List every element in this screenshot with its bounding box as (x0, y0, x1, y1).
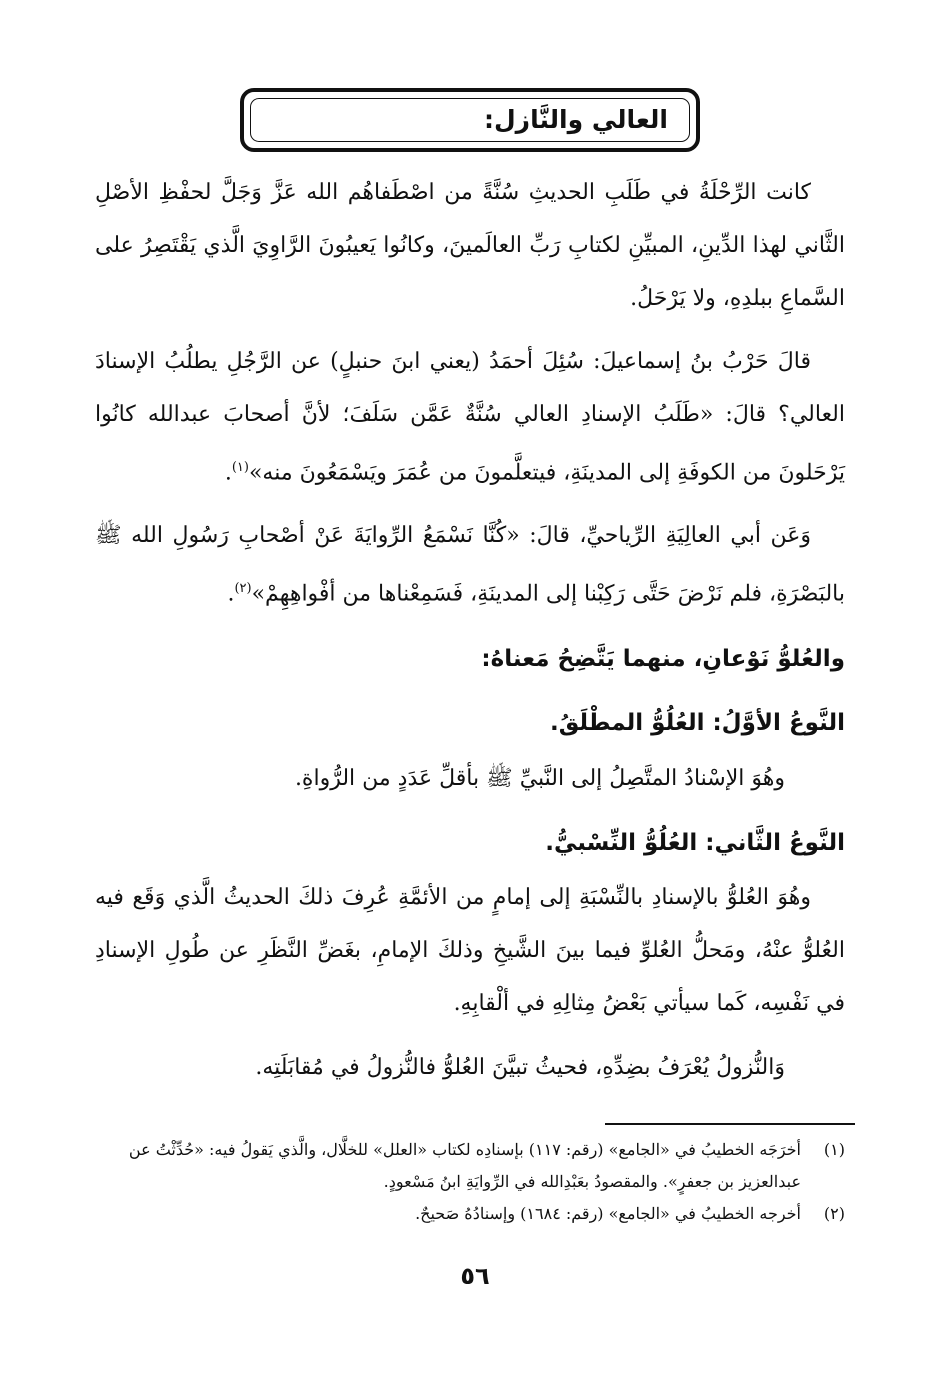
paragraph-rihla (95, 166, 845, 325)
types-heading: والعُلوُّ نَوْعانِ، منهما يَتَّضِحُ مَعناهُ: (481, 645, 845, 672)
type2-heading: النَّوعُ الثَّاني: العُلُوُّ النِّسْبيُّ. (545, 829, 845, 856)
type1-text: وهُوَ الإسْنادُ المتَّصِلُ إلى النَّبيِّ ﷺ بأقلِّ عَدَدٍ من الرُّواةِ. (294, 765, 785, 791)
footnote-2-number: (٢) (823, 1204, 845, 1223)
footnote-ref-1: (١) (231, 460, 249, 475)
paragraph-rihla-text: كانت الرِّحْلَةُ في طَلَبِ الحديثِ سُنَّةً من اصْطَفاهُم الله عَزَّ وَجَلَّ لحفْظِ الأصْلِ الثَّاني لهذا الدِّينِ، المبيِّنِ لكتابِ رَبِّ العالَمينَ، وكانُوا يَعيبُونَ الرَّاوِيَ الَّذي يَقْتَصِرُ على السَّماعِ ببلدِهِ، ولا يَرْحَلُ. (95, 180, 845, 311)
footnote-2-text: أخرجه الخطيبُ في «الجامع» (رقم: ١٦٨٤) وإسنادُهُ صَحيحٌ. (415, 1204, 801, 1223)
paragraph-abi-aliya-text: وَعَن أبي العالِيَةِ الرِّياحيِّ، قالَ: «كُنَّا نَسْمَعُ الرِّوايَةَ عَنْ أصْحابِ رَسُولِ الله ﷺ بالبَصْرَةِ، فلم نَرْضَ حَتَّى رَكِبْنا إلى المدينَةِ، فَسَمِعْناها من أفْواهِهِمْ» (95, 523, 845, 607)
nuzul-text: وَالنُّزولُ يُعْرَفُ بضِدِّهِ، فحيثُ تبيَّنَ العُلوُّ فالنُّزولُ في مُقابَلَتِه. (255, 1054, 785, 1080)
paragraph-harb: قالَ حَرْبُ بنُ إسماعيلَ: سُئِلَ أحمَدُ (يعني ابنَ حنبلٍ) عن الرَّجُلِ يطلُبُ الإسنادَ العالي؟ قالَ: «طَلَبُ الإسنادِ العالي سُنَّةٌ عَمَّن سَلَفَ؛ لأنَّ أصحابَ عبدالله كانُوا يَرْحَلونَ من الكوفَةِ إلى المدينَةِ، فيتعلَّمونَ من عُمَرَ ويَسْمَعُونَ منه»$^{(١)}$. (95, 349, 846, 486)
type2-text: وهُوَ العُلوُّ بالإسنادِ بالنِّسْبَةِ إلى إمامٍ من الأئمَّةِ عُرِفَ ذلكَ الحديثُ الَّذي وَقَع فيه العُلوُّ عنْهُ، ومَحلُّ العُلوِّ فيما بينَ الشَّيخِ وذلكَ الإمامِ، بغَضِّ النَّظَرِ عن طُولِ الإسنادِ في نَفْسِه، كَما سيأتي بَعْضُ مِثالِهِ في ألْقابِهِ. (95, 884, 845, 1016)
paragraph-harb-text: قالَ حَرْبُ بنُ إسماعيلَ: سُئِلَ أحمَدُ (يعني ابنَ حنبلٍ) عن الرَّجُلِ يطلُبُ الإسنادَ العالي؟ قالَ: «طَلَبُ الإسنادِ العالي سُنَّةٌ عَمَّن سَلَفَ؛ لأنَّ أصحابَ عبدالله كانُوا يَرْحَلونَ من الكوفَةِ إلى المدينَةِ، فيتعلَّمونَ من عُمَرَ ويَسْمَعُونَ منه» (95, 349, 846, 486)
section-title-frame (240, 88, 700, 152)
type1-heading: النَّوعُ الأوَّلُ: العُلُوُّ المطْلَقُ. (549, 709, 845, 736)
paragraph-abi-aliya: وَعَن أبي العالِيَةِ الرِّياحيِّ، قالَ: «كُنَّا نَسْمَعُ الرِّوايَةَ عَنْ أصْحابِ رَسُولِ الله ﷺ بالبَصْرَةِ، فلم نَرْضَ حَتَّى رَكِبْنا إلى المدينَةِ، فَسَمِعْناها من أفْواهِهِمْ»$^{(٢)}$. (95, 523, 845, 607)
footnote-separator (605, 1123, 855, 1125)
footnote-1-number: (١) (823, 1140, 845, 1159)
page-body (95, 88, 845, 1096)
footnote-1-text: أخرَجَه الخطيبُ في «الجامع» (رقم: ١١٧) بإسنادِه لكتاب «العلل» للخلَّال، والَّذي يَقولُ فيه: «حُدِّثْتُ عن عبدالعزيز بن جعفرٍ». والمقصودُ بعَبْدِالله في الرِّوايَةِ ابنُ مَسْعودٍ. (128, 1140, 801, 1191)
footnotes (95, 1134, 845, 1230)
footnote-1 (95, 1134, 845, 1198)
footnote-2 (95, 1198, 845, 1230)
footnote-ref-2: (٢) (234, 581, 252, 597)
section-title: العالي والنَّازل: (483, 105, 668, 134)
page-number: ٥٦ (460, 1262, 490, 1290)
